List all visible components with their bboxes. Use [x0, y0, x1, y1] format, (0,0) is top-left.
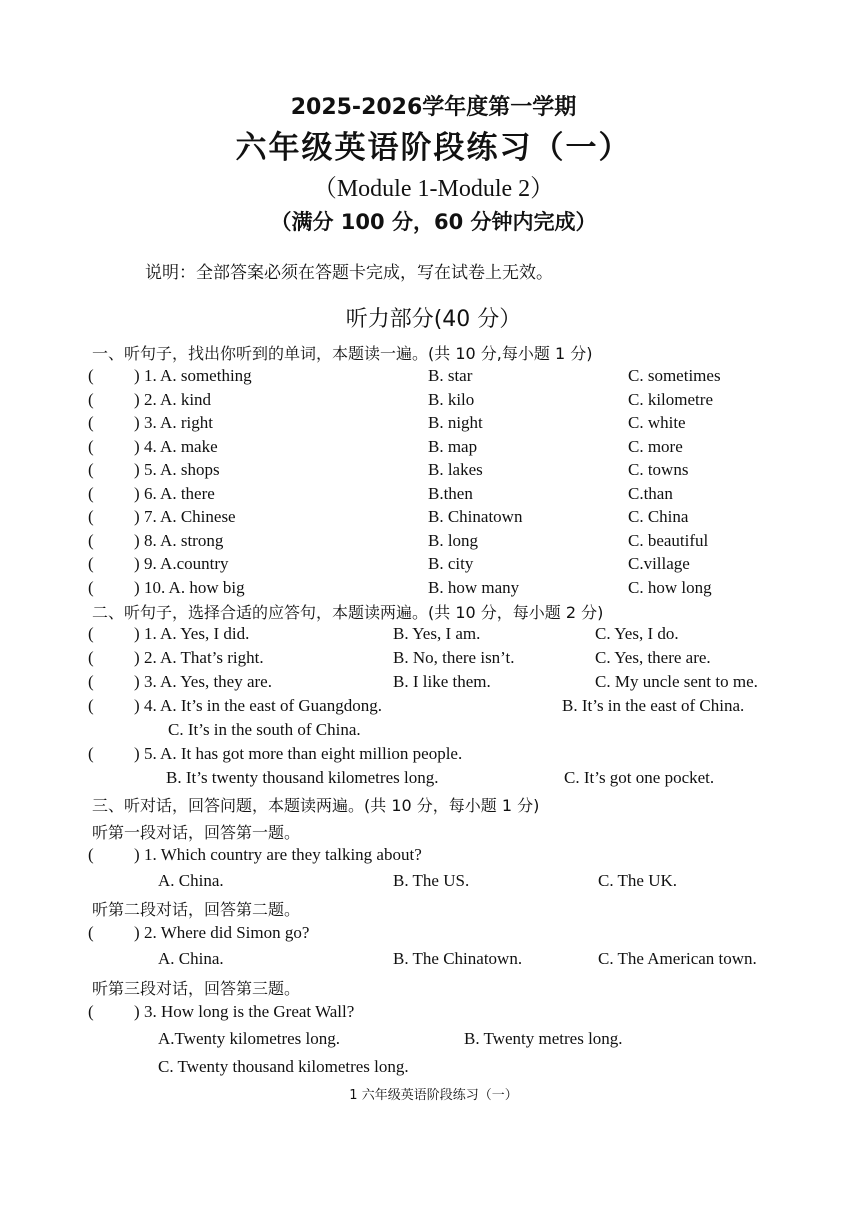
- answer-paren-open: (: [88, 845, 94, 864]
- answer-paren-open: (: [88, 672, 94, 691]
- dialogue-1-instruction: 听第一段对话，回答第一题。: [92, 823, 301, 842]
- s1-option-a: 9. A.country: [144, 554, 229, 573]
- listening-part-title: 听力部分(40 分）: [345, 307, 522, 332]
- s2-q2-b: B. No, there isn’t.: [393, 648, 515, 667]
- answer-paren-open: (: [88, 923, 94, 942]
- s1-option-c: C.village: [628, 554, 690, 573]
- answer-paren-close: ): [134, 577, 140, 597]
- s2-q5-a: 5. A. It has got more than eight million people.: [144, 744, 463, 763]
- s1-option-c: C. white: [628, 413, 686, 432]
- s3-q1-b: B. The US.: [393, 871, 470, 890]
- s1-option-a: 7. A. Chinese: [144, 507, 236, 526]
- s2-question-1: [88, 624, 808, 646]
- answer-paren-close: ): [134, 436, 140, 456]
- s2-question-3: [88, 672, 808, 694]
- s3-question-2-options: [88, 949, 808, 971]
- s3-q3-question: 3. How long is the Great Wall?: [144, 1002, 355, 1021]
- s2-question-2: [88, 648, 808, 670]
- section1-question-row: [88, 413, 808, 435]
- section1-question-row: [88, 507, 808, 529]
- s3-q1-question: 1. Which country are they talking about?: [144, 845, 422, 864]
- answer-paren-open: (: [88, 1002, 94, 1021]
- s2-q2-c: C. Yes, there are.: [595, 648, 711, 667]
- exam-title: 六年级英语阶段练习（一）: [235, 130, 632, 166]
- answer-paren-close: ): [134, 413, 140, 432]
- s2-q1-b: B. Yes, I am.: [393, 624, 481, 643]
- s1-option-c: C. more: [628, 436, 683, 456]
- s2-q4-a: 4. A. It’s in the east of Guangdong.: [144, 696, 382, 715]
- s1-option-b: B. lakes: [428, 460, 483, 479]
- s3-question-3: [88, 1002, 808, 1024]
- s2-q5-c: C. It’s got one pocket.: [564, 768, 715, 787]
- answer-paren-open: (: [88, 507, 94, 526]
- s1-option-b: B. city: [428, 554, 474, 573]
- s1-option-a: 4. A. make: [144, 436, 218, 456]
- s1-option-c: C. how long: [628, 577, 712, 597]
- s1-option-b: B. map: [428, 436, 478, 456]
- s1-option-a: 3. A. right: [144, 413, 213, 432]
- s1-option-b: B. long: [428, 530, 479, 550]
- answer-paren-open: (: [88, 413, 94, 432]
- s2-question-4: [88, 696, 808, 718]
- answer-paren-open: (: [88, 696, 94, 715]
- s2-question-5-cont: [88, 768, 808, 790]
- s3-question-3-options-cont: [88, 1057, 808, 1079]
- answer-paren-close: ): [134, 648, 140, 667]
- answer-paren-close: ): [134, 696, 140, 715]
- s3-question-3-options: [88, 1029, 808, 1051]
- s2-q3-c: C. My uncle sent to me.: [595, 672, 758, 691]
- s1-option-a: 6. A. there: [144, 483, 215, 503]
- section3-heading: 三、听对话，回答问题，本题读两遍。(共 10 分，每小题 1 分): [92, 796, 540, 815]
- s2-q4-c: C. It’s in the south of China.: [168, 720, 361, 739]
- answer-paren-close: ): [134, 460, 140, 479]
- s1-option-b: B.then: [428, 483, 473, 503]
- s1-option-c: C.than: [628, 483, 673, 503]
- answer-paren-close: ): [134, 744, 140, 763]
- s3-question-1-options: [88, 871, 808, 893]
- s1-option-c: C. kilometre: [628, 389, 713, 409]
- s1-option-b: B. star: [428, 366, 473, 385]
- s2-question-5: [88, 744, 808, 766]
- section1-question-row: [88, 366, 808, 388]
- answer-paren-open: (: [88, 648, 94, 667]
- s1-option-c: C. towns: [628, 460, 689, 479]
- section1-question-row: [88, 531, 808, 553]
- s2-q2-a: 2. A. That’s right.: [144, 648, 264, 667]
- answer-paren-open: (: [88, 624, 94, 643]
- answer-paren-open: (: [88, 577, 94, 597]
- s3-q3-c: C. Twenty thousand kilometres long.: [158, 1057, 409, 1076]
- s1-option-c: C. sometimes: [628, 366, 721, 385]
- answer-paren-open: (: [88, 460, 94, 479]
- section1-question-row: [88, 437, 808, 459]
- s1-option-a: 1. A. something: [144, 366, 252, 385]
- answer-paren-close: ): [134, 923, 140, 942]
- s3-q1-c: C. The UK.: [598, 871, 678, 890]
- answer-paren-close: ): [134, 845, 140, 864]
- s3-q2-question: 2. Where did Simon go?: [144, 923, 310, 942]
- s2-q1-c: C. Yes, I do.: [595, 624, 679, 643]
- exam-note: 说明：全部答案必须在答题卡完成，写在试卷上无效。: [145, 263, 553, 283]
- s1-option-b: B. how many: [428, 577, 520, 597]
- answer-paren-close: ): [134, 530, 140, 550]
- answer-paren-open: (: [88, 436, 94, 456]
- dialogue-2-instruction: 听第二段对话，回答第二题。: [92, 900, 301, 919]
- s3-q2-a: A. China.: [158, 949, 224, 968]
- exam-modules: （Module 1-Module 2）: [312, 176, 555, 202]
- section1-question-row: [88, 484, 808, 506]
- s1-option-b: B. kilo: [428, 389, 475, 409]
- answer-paren-close: ): [134, 624, 140, 643]
- answer-paren-open: (: [88, 389, 94, 409]
- s2-q3-b: B. I like them.: [393, 672, 491, 691]
- answer-paren-close: ): [134, 1002, 140, 1021]
- s2-q3-a: 3. A. Yes, they are.: [144, 672, 272, 691]
- s1-option-b: B. night: [428, 413, 483, 432]
- exam-year: 2025-2026学年度第一学期: [290, 95, 577, 120]
- s1-option-a: 10. A. how big: [144, 577, 245, 597]
- section1-question-row: [88, 460, 808, 482]
- answer-paren-close: ): [134, 672, 140, 691]
- answer-paren-open: (: [88, 744, 94, 763]
- answer-paren-close: ): [134, 366, 140, 385]
- answer-paren-open: (: [88, 554, 94, 573]
- s1-option-a: 5. A. shops: [144, 460, 220, 479]
- s3-question-1: [88, 845, 808, 867]
- answer-paren-open: (: [88, 366, 94, 385]
- s3-q3-a: A.Twenty kilometres long.: [158, 1029, 341, 1048]
- section1-question-row: [88, 390, 808, 412]
- s1-option-c: C. China: [628, 507, 689, 526]
- dialogue-3-instruction: 听第三段对话，回答第三题。: [92, 979, 301, 998]
- answer-paren-close: ): [134, 389, 140, 409]
- section1-question-row: [88, 578, 808, 600]
- section2-heading: 二、听句子，选择合适的应答句，本题读两遍。(共 10 分，每小题 2 分): [92, 603, 604, 622]
- section1-question-row: [88, 554, 808, 576]
- page-footer: 1 六年级英语阶段练习（一）: [349, 1088, 518, 1103]
- section1-heading: 一、听句子，找出你听到的单词，本题读一遍。(共 10 分,每小题 1 分): [92, 344, 593, 363]
- answer-paren-close: ): [134, 554, 140, 573]
- s3-q2-c: C. The American town.: [598, 949, 757, 968]
- s3-q1-a: A. China.: [158, 871, 224, 890]
- s3-q2-b: B. The Chinatown.: [393, 949, 523, 968]
- answer-paren-open: (: [88, 483, 94, 503]
- s3-q3-b: B. Twenty metres long.: [464, 1029, 623, 1048]
- s2-q1-a: 1. A. Yes, I did.: [144, 624, 250, 643]
- s1-option-a: 2. A. kind: [144, 389, 212, 409]
- answer-paren-close: ): [134, 507, 140, 526]
- s2-q4-b: B. It’s in the east of China.: [562, 696, 745, 715]
- exam-score-time: （满分 100 分，60 分钟内完成）: [270, 210, 597, 234]
- s3-question-2: [88, 923, 808, 945]
- answer-paren-close: ): [134, 483, 140, 503]
- s1-option-b: B. Chinatown: [428, 507, 523, 526]
- answer-paren-open: (: [88, 530, 94, 550]
- s2-question-4-cont: [88, 720, 808, 742]
- s1-option-c: C. beautiful: [628, 530, 709, 550]
- s1-option-a: 8. A. strong: [144, 530, 224, 550]
- s2-q5-b: B. It’s twenty thousand kilometres long.: [166, 768, 439, 787]
